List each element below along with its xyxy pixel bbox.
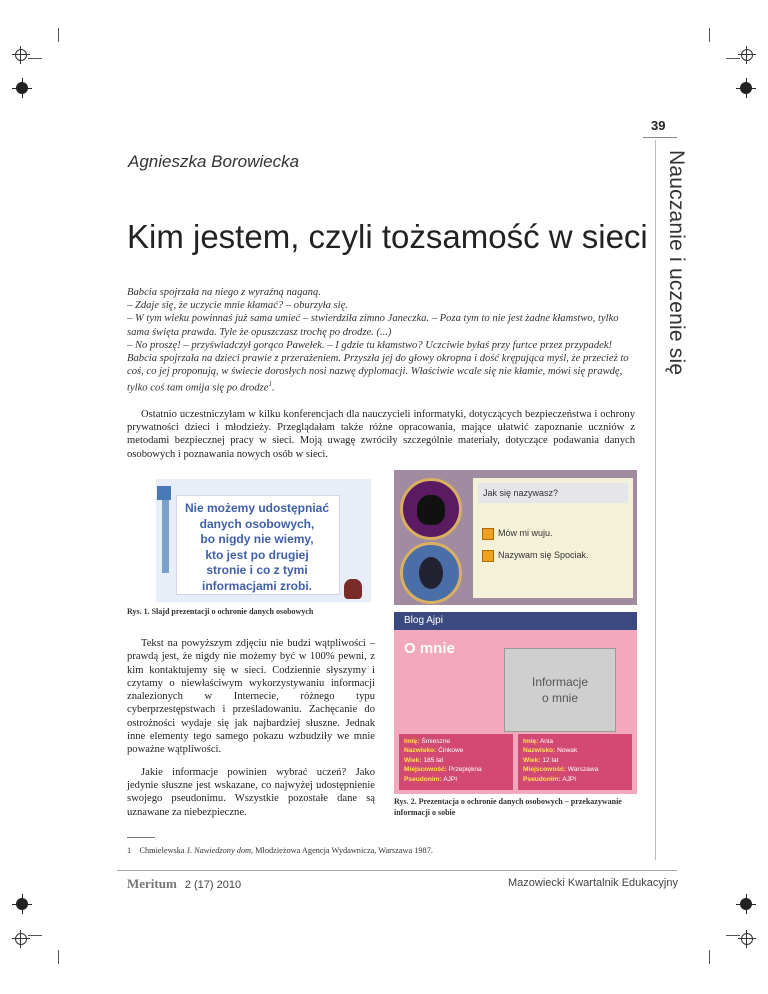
chat-answer: Mów mi wuju.: [498, 528, 553, 538]
chat-question: Jak się nazywasz?: [478, 483, 628, 503]
info-box: Informacje o mnie: [504, 648, 616, 732]
body-paragraph: Tekst na powyższym zdjęciu nie budzi wątpliwości – prawdą jest, że nigdy nie możemy być w 100% pewni, z kim kontaktujemy się w sieci. Codziennie słyszymy i czytamy o niewłaściwym wykorzystywaniu informacji znalezionych w Internecie, różnego typu cyberprzestępstwach i prześladowaniu. Zachęcanie do ostrożności wydaje się jak najbardziej słuszne. Jednak inne elementy tego samego pokazu wzbudziły we mnie poważne wątpliwości.: [127, 638, 375, 756]
body-text: [127, 637, 375, 828]
checkbox-icon: [482, 528, 494, 540]
figure-2-caption: Rys. 2. Prezentacja o ochronie danych osobowych – przekazywanie informacji o sobie: [394, 797, 622, 817]
section-title: Nauczanie i uczenie się: [665, 150, 688, 376]
checkbox-icon: [482, 550, 494, 562]
figure-2-chat: [394, 470, 637, 605]
article-title: Kim jestem, czyli tożsamość w sieci: [127, 218, 648, 255]
girl-avatar-icon: [400, 542, 462, 604]
registration-mark-icon: [738, 46, 756, 64]
intro-paragraph: Ostatnio uczestniczyłam w kilku konferencjach dla nauczycieli informatyki, dotyczących bezpieczeństwa i ochrony prywatności dzieci i młodzieży. Przeglądałam także różne opracowania, mające ułatwić zapoznanie uczniów z metodami bezpiecznej pracy w sieci. Moją uwagę zwróciły szczególnie materiały, dotyczące podawania danych osobowych i poznawania nowych osób w sieci.: [127, 409, 635, 460]
page-number: 39: [651, 118, 666, 133]
blog-title: Blog Ajpi: [394, 612, 637, 630]
page-number-rule: [643, 137, 677, 138]
epigraph-line: Babcia spojrzała na niego z wyraźną naganą.: [127, 287, 321, 298]
flag-icon: [157, 486, 171, 500]
journal-issue: 2 (17) 2010: [184, 879, 242, 891]
character-icon: [344, 579, 362, 599]
epigraph-line: – No proszę! – przyświadczył gorąco Pawełek. – I gdzie tu kłamstwo? Uczciwie byłaś przy furtce przez przypadek!: [127, 339, 613, 351]
footer-publisher: Mazowiecki Kwartalnik Edukacyjny: [508, 877, 678, 889]
crop-mark: [58, 28, 59, 42]
registration-mark-icon: [12, 930, 30, 948]
epigraph-line: – W tym wieku powinnaś już sama umieć – stwierdziła zimno Janeczka. – Poza tym to nie jest żadne kłamstwo, tylko sama święta prawda. Tyle że opuszczasz trochę po drodze. (...): [127, 313, 619, 338]
chat-answer: Nazywam się Spociak.: [498, 550, 589, 560]
footnote-ref: 1: [268, 380, 272, 389]
epigraph: [127, 286, 635, 395]
profile-card: Imię: Śmieszne Nazwisko: Ćinkowe Wiek: 185 lat Miejscowość: Przepiękna Pseudonim: AJPI: [399, 734, 513, 790]
body-paragraph: Jakie informacje powinien wybrać uczeń? Jako jedynie słuszne jest wskazane, co najwyżej udostępnienie swojego pseudonimu. Wszystkie pozostałe dane są uznawane za niebezpieczne.: [127, 766, 375, 818]
figure-1-caption: Rys. 1. Slajd prezentacji o ochronie danych osobowych: [127, 607, 314, 616]
footnote-rule: [127, 837, 155, 838]
registration-mark-icon: [738, 930, 756, 948]
epigraph-line: – Zdaje się, że uczycie mnie kłamać? – oburzyła się.: [127, 300, 348, 312]
registration-dot-icon: [16, 898, 28, 910]
cat-avatar-icon: [400, 478, 462, 540]
about-heading: O mnie: [404, 640, 455, 657]
crop-mark: [58, 950, 59, 964]
figure-2-blog: [394, 612, 637, 794]
crop-mark: [709, 950, 710, 964]
figure-1-slide: [156, 479, 371, 602]
registration-dot-icon: [740, 82, 752, 94]
registration-mark-icon: [12, 46, 30, 64]
footer-rule: [117, 870, 677, 871]
flag-pole-icon: [162, 493, 169, 573]
author: Agnieszka Borowiecka: [128, 152, 300, 171]
footnote: 1 Chmielewska J. Nawiedzony dom, Młodzieżowa Agencja Wydawnicza, Warszawa 1987.: [127, 846, 433, 855]
slide-text: Nie możemy udostępniać danych osobowych, bo nigdy nie wiemy, kto jest po drugiej stronie i co z tymi informacjami zrobi.: [184, 501, 330, 593]
journal-name: Meritum: [127, 876, 177, 891]
crop-mark: [28, 935, 42, 936]
crop-mark: [709, 28, 710, 42]
crop-mark: [28, 58, 42, 59]
footer-journal: [127, 876, 241, 892]
registration-dot-icon: [16, 82, 28, 94]
side-rule: [655, 140, 656, 860]
registration-dot-icon: [740, 898, 752, 910]
epigraph-line: Babcia spojrzała na dzieci prawie z przerażeniem. Przyszła jej do głowy okropna i dość krępująca myśl, że przecież to coś, co jej proponują, w świecie dorosłych nosi nazwę dyplomacji. Właściwie wcale się nie kłamie, mówi się prawdę, tylko coś tam omija się po drodze$^1$.: [127, 353, 629, 394]
profile-card: Imię: Ania Nazwisko: Nowak Wiek: 12 lat Miejscowość: Warszawa Pseudonim: AJPI: [518, 734, 632, 790]
